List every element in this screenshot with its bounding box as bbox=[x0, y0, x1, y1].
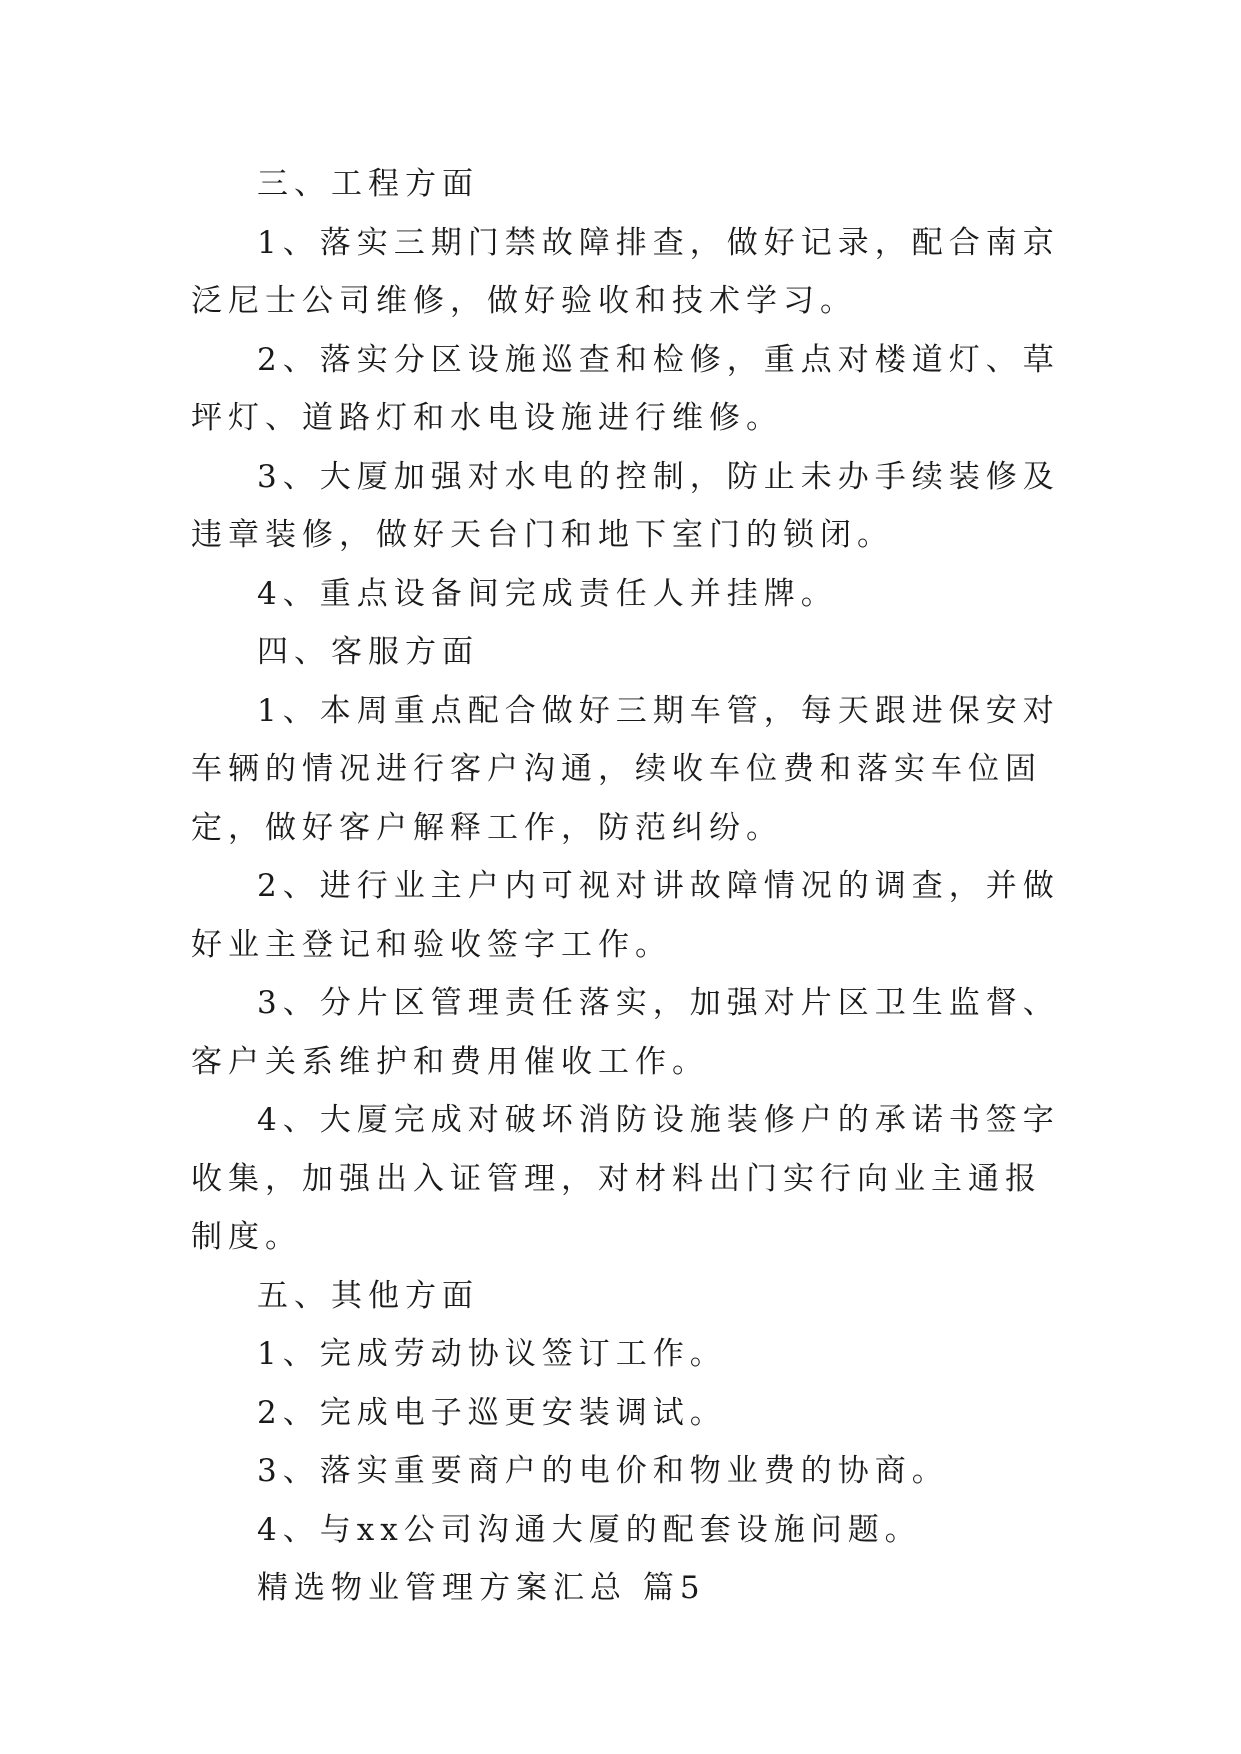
paragraph-engineering-item-4: 4、重点设备间完成责任人并挂牌。 bbox=[257, 575, 838, 612]
paragraph-customer-service-item-2: 2、进行业主户内可视对讲故障情况的调查，并做好业主登记和验收签字工作。 bbox=[191, 868, 1060, 963]
paragraph-customer-service-item-1: 1、本周重点配合做好三期车管，每天跟进保安对车辆的情况进行客户沟通，续收车位费和落实车位固定，做好客户解释工作，防范纠纷。 bbox=[191, 692, 1060, 846]
paragraph-other-item-3: 3、落实重要商户的电价和物业费的协商。 bbox=[257, 1453, 949, 1489]
section-title-plan-5: 精选物业管理方案汇总 篇5 bbox=[257, 1570, 706, 1606]
paragraph-engineering-item-2: 2、落实分区设施巡查和检修，重点对楼道灯、草坪灯、道路灯和水电设施进行维修。 bbox=[191, 341, 1060, 436]
section-heading-other: 五、其他方面 bbox=[257, 1277, 479, 1314]
paragraph-customer-service-item-4: 4、大厦完成对破坏消防设施装修户的承诺书签字收集，加强出入证管理，对材料出门实行向业主通报制度。 bbox=[191, 1102, 1060, 1255]
section-heading-engineering: 三、工程方面 bbox=[257, 166, 479, 202]
paragraph-engineering-item-3: 3、大厦加强对水电的控制，防止未办手续装修及违章装修，做好天台门和地下室门的锁闭。 bbox=[191, 458, 1060, 553]
paragraph-other-item-2: 2、完成电子巡更安装调试。 bbox=[257, 1394, 727, 1431]
section-heading-customer-service: 四、客服方面 bbox=[257, 634, 479, 670]
paragraph-customer-service-item-3: 3、分片区管理责任落实，加强对片区卫生监督、客户关系维护和费用催收工作。 bbox=[191, 985, 1060, 1080]
paragraph-engineering-item-1: 1、落实三期门禁故障排查，做好记录，配合南京泛尼士公司维修，做好验收和技术学习。 bbox=[191, 224, 1060, 319]
paragraph-other-item-4: 4、与xx公司沟通大厦的配套设施问题。 bbox=[257, 1511, 922, 1548]
paragraph-other-item-1: 1、完成劳动协议签订工作。 bbox=[257, 1336, 727, 1372]
document-body bbox=[191, 155, 1061, 1618]
